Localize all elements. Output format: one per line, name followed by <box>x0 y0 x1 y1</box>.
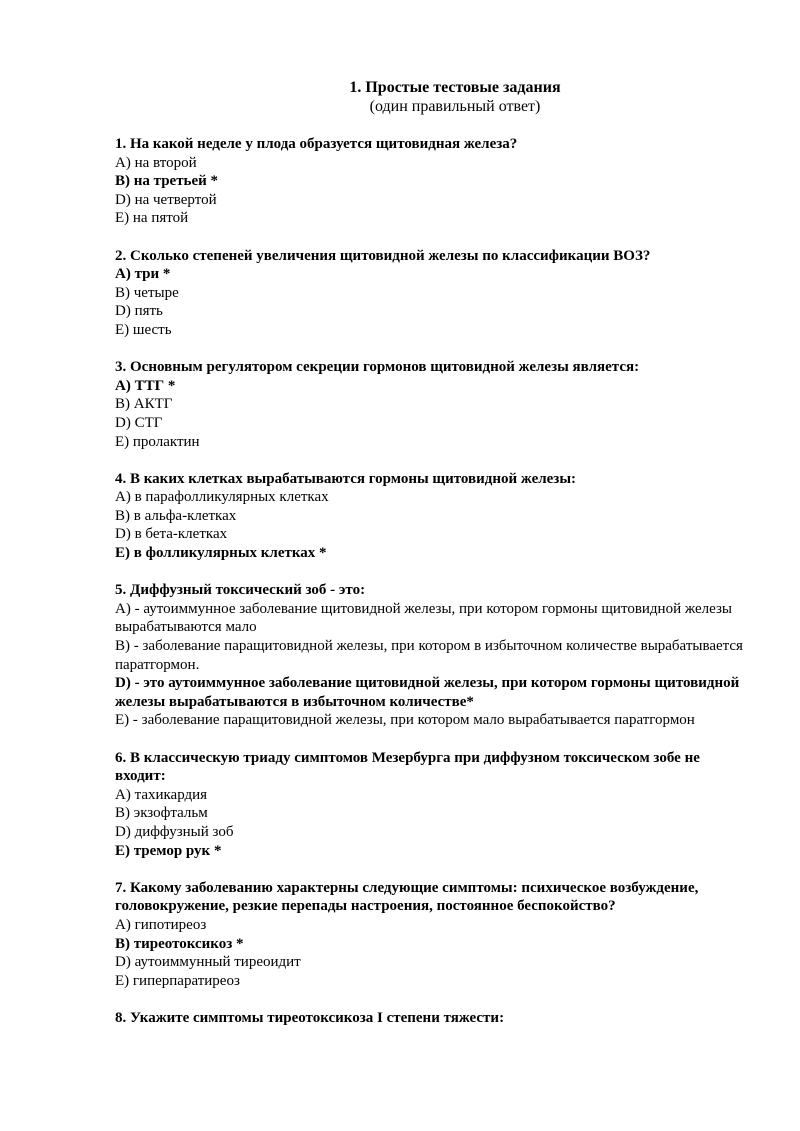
answer-option: А) гипотиреоз <box>115 916 207 933</box>
answer-option-correct: D) - это аутоиммунное заболевание щитовидной железы, при котором гормоны щитовидной железы вырабатываются в избыточном количестве* <box>115 675 740 710</box>
answer-option: D) диффузный зоб <box>115 823 234 840</box>
answer-option: Е) гиперпаратиреоз <box>115 972 240 989</box>
question-text: 6. В классическую триаду симптомов Мезербурга при диффузном токсическом зобе не входит: <box>115 749 700 785</box>
answer-option: А) в парафолликулярных клетках <box>115 489 329 506</box>
section-title: 1. Простые тестовые задания <box>349 79 561 96</box>
answer-option: В) АКТГ <box>115 396 173 413</box>
question-block <box>115 581 745 730</box>
question-block <box>115 358 745 451</box>
answer-option: D) на четвертой <box>115 191 217 208</box>
document-page <box>115 78 745 1046</box>
question-block <box>115 247 745 340</box>
answer-option: А) на второй <box>115 154 197 171</box>
question-text: 8. Укажите симптомы тиреотоксикоза I степени тяжести: <box>115 1009 505 1026</box>
answer-option: В) четыре <box>115 284 179 301</box>
answer-option-correct: В) на третьей * <box>115 173 219 190</box>
question-block <box>115 879 745 991</box>
answer-option: Е) шесть <box>115 321 172 338</box>
question-block <box>115 470 745 563</box>
question-list <box>115 135 745 1028</box>
answer-option: Е) пролактин <box>115 433 200 450</box>
question-text: 3. Основным регулятором секреции гормонов щитовидной железы является: <box>115 359 640 376</box>
question-text: 7. Какому заболеванию характерны следующие симптомы: психическое возбуждение, головокружение, резкие перепады настроения, постоянное беспокойство? <box>115 879 699 915</box>
answer-option: D) аутоиммунный тиреоидит <box>115 954 301 971</box>
answer-option-correct: В) тиреотоксикоз * <box>115 935 244 952</box>
heading <box>115 78 745 116</box>
answer-option-correct: А) три * <box>115 266 171 283</box>
answer-option-correct: Е) в фолликулярных клетках * <box>115 545 327 562</box>
section-subtitle: (один правильный ответ) <box>369 98 541 115</box>
answer-option: В) экзофтальм <box>115 805 208 822</box>
question-text: 2. Сколько степеней увеличения щитовидной железы по классификации ВОЗ? <box>115 247 651 264</box>
question-block <box>115 749 745 861</box>
answer-option: Е) на пятой <box>115 210 189 227</box>
answer-option: D) в бета-клетках <box>115 526 228 543</box>
question-text: 4. В каких клетках вырабатываются гормоны щитовидной железы: <box>115 470 577 487</box>
answer-option: Е) - заболевание паращитовидной железы, при котором мало вырабатывается паратгормон <box>115 712 695 729</box>
question-block <box>115 135 745 228</box>
answer-option: В) - заболевание паращитовидной железы, при котором в избыточном количестве вырабатывается паратгормон. <box>115 638 743 673</box>
answer-option-correct: Е) тремор рук * <box>115 842 222 859</box>
answer-option: D) пять <box>115 303 163 320</box>
question-text: 1. На какой неделе у плода образуется щитовидная железа? <box>115 136 518 152</box>
answer-option-correct: А) ТТГ * <box>115 377 176 394</box>
question-block <box>115 1009 745 1028</box>
answer-option: А) тахикардия <box>115 786 208 803</box>
question-text: 5. Диффузный токсический зоб - это: <box>115 582 366 599</box>
answer-option: D) СТГ <box>115 414 163 431</box>
answer-option: В) в альфа-клетках <box>115 507 237 524</box>
answer-option: А) - аутоиммунное заболевание щитовидной железы, при котором гормоны щитовидной железы вырабатываются мало <box>115 600 733 636</box>
